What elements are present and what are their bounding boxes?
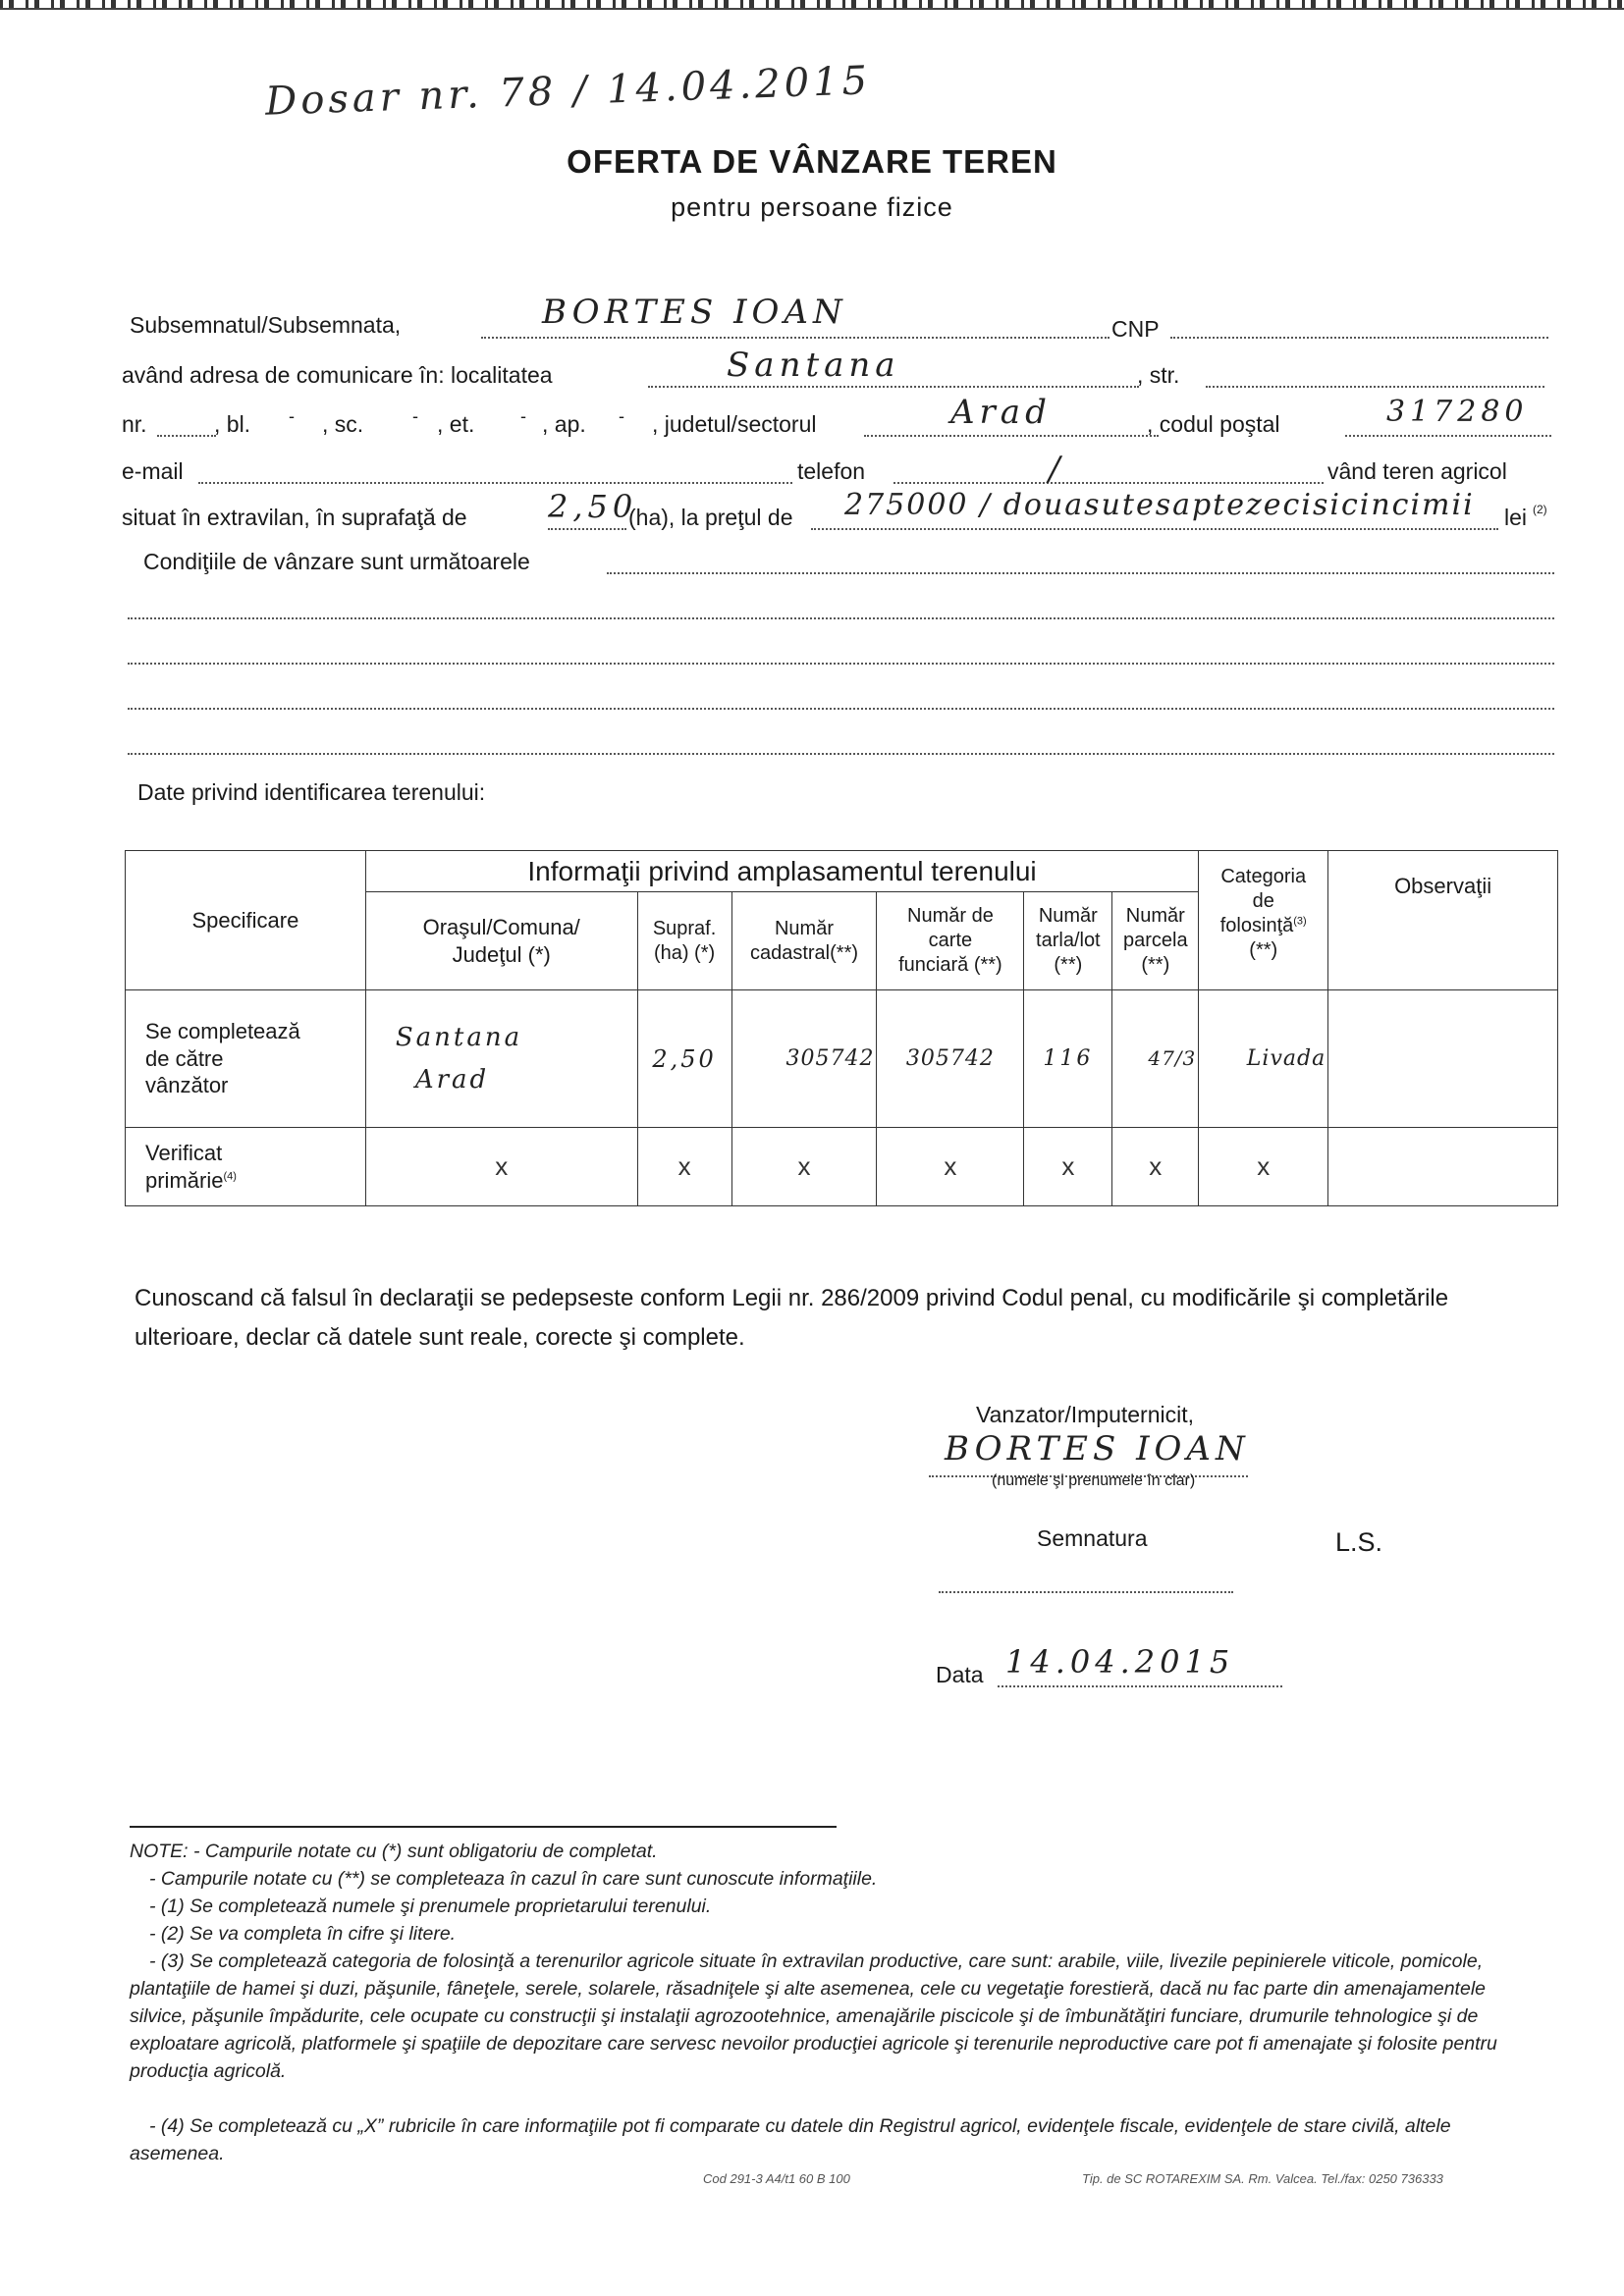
- note-line: - (3) Se completează categoria de folosinţă a terenurilor agricole situate în extravilan productive, care sunt: arabile, viile, livezile pepinierele viticole, pomicole, plantaţiile de hamei şi duzi, păşunile, fâneţele, serele, solarele, răsadniţele şi alte asemenea, cele cu vegetaţie forestieră, dacă nu fac parte din amenajamentele silvice, păşunile împădurite, cele ocupate cu construcţii şi instalaţii agrozootehnice, amenajările piscicole şi de îmbunătăţiri funciare, drumurile tehnologice şi de exploatare agricolă, platformele şi spaţiile de depozitare care servesc nevoilor producţiei agricole şi terenurile neproductive care pot fi amenajate şi folosite pentru producţia agricolă.: [130, 1950, 1497, 2082]
- document-title: OFERTA DE VÂNZARE TEREN: [567, 143, 1057, 180]
- label-ha: (ha), la preţul de: [628, 505, 793, 530]
- cell-tarla[interactable]: 116: [1024, 990, 1112, 1128]
- label-et: , et.: [437, 411, 475, 437]
- dots-signature[interactable]: [939, 1590, 1233, 1593]
- label-postal: , codul poştal: [1147, 411, 1280, 437]
- verified-mark-parcel[interactable]: x: [1112, 1128, 1199, 1206]
- value-et[interactable]: -: [520, 406, 526, 426]
- date-label: Data: [936, 1662, 984, 1687]
- value-ap[interactable]: -: [619, 406, 624, 426]
- col-cadastral: Număr cadastral(**): [731, 892, 877, 990]
- col-area: Supraf. (ha) (*): [637, 892, 731, 990]
- value-locality[interactable]: Santana: [727, 346, 900, 385]
- cell-parcel[interactable]: 47/3: [1112, 990, 1199, 1128]
- row-seller-label: Se completează de către vânzător: [126, 990, 366, 1128]
- label-lei: lei: [1504, 505, 1528, 530]
- label-email: e-mail: [122, 458, 184, 484]
- verified-mark-town[interactable]: x: [365, 1128, 637, 1206]
- dots-area: [548, 527, 626, 530]
- dots-price: [811, 527, 1498, 530]
- land-table: [125, 850, 1558, 1206]
- dots-conditions-1: [607, 571, 1554, 574]
- dots-conditions-4: [128, 707, 1554, 710]
- value-sc[interactable]: -: [412, 406, 418, 426]
- cell-cadastral[interactable]: 305742: [731, 990, 877, 1128]
- dots-county: [864, 434, 1159, 437]
- printer-info: Tip. de SC ROTAREXIM SA. Rm. Valcea. Tel./fax: 0250 736333: [1082, 2171, 1443, 2186]
- dots-phone: [893, 481, 1324, 484]
- dots-email: [198, 481, 792, 484]
- dots-cnp: [1170, 336, 1548, 339]
- note-line: - Campurile notate cu (**) se completeaza în cazul în care sunt cunoscute informaţiile.: [149, 1868, 878, 1890]
- value-postal[interactable]: 317280: [1386, 395, 1529, 429]
- label-lei-sup: (2): [1533, 503, 1547, 516]
- label-name: Subsemnatul/Subsemnata,: [130, 312, 402, 338]
- header-spec: Specificare: [126, 851, 366, 990]
- value-bl[interactable]: -: [289, 406, 295, 426]
- note-line: - (2) Se va completa în cifre şi litere.: [149, 1923, 457, 1945]
- note-line: - (1) Se completează numele şi prenumele proprietarului terenului.: [149, 1896, 712, 1917]
- col-tarla: Număr tarla/lot (**): [1024, 892, 1112, 990]
- label-selling: vând teren agricol: [1327, 458, 1507, 484]
- seller-name[interactable]: BORTES IOAN: [945, 1429, 1250, 1468]
- label-phone: telefon: [797, 458, 866, 484]
- header-location: Informaţii privind amplasamentul terenului: [365, 851, 1198, 892]
- notes-divider: [130, 1826, 837, 1828]
- label-cnp: CNP: [1111, 316, 1160, 342]
- label-nr: nr.: [122, 411, 147, 437]
- label-bl: , bl.: [214, 411, 251, 437]
- dots-postal: [1345, 434, 1551, 437]
- cell-category[interactable]: Livada: [1199, 990, 1328, 1128]
- label-conditions: Condiţiile de vânzare sunt următoarele: [143, 549, 530, 574]
- value-phone[interactable]: /: [1049, 450, 1065, 489]
- seller-label: Vanzator/Imputernicit,: [976, 1402, 1195, 1427]
- value-area[interactable]: 2,50: [548, 488, 638, 525]
- label-situated: situat în extravilan, în suprafaţă de: [122, 505, 467, 530]
- form-code: Cod 291-3 A4/t1 60 B 100: [703, 2171, 850, 2186]
- dots-street: [1206, 385, 1544, 388]
- note-line: NOTE: - Campurile notate cu (*) sunt obligatoriu de completat.: [130, 1841, 658, 1862]
- date-value[interactable]: 14.04.2015: [1005, 1643, 1235, 1681]
- verified-mark-area[interactable]: x: [637, 1128, 731, 1206]
- dots-locality: [648, 385, 1139, 388]
- dots-nr: [157, 434, 216, 437]
- cell-landbook[interactable]: 305742: [877, 990, 1024, 1128]
- table-row-seller: [126, 990, 1558, 1128]
- header-category: Categoria de folosinţă$^{(3)}$ (**): [1199, 851, 1328, 990]
- dots-name: [481, 336, 1110, 339]
- row-verified-label: Verificat primărie$^{(4)}$: [126, 1128, 366, 1206]
- verified-observations[interactable]: [1328, 1128, 1558, 1206]
- registration-note: Dosar nr. 78 / 14.04.2015: [264, 58, 872, 125]
- ls-mark: L.S.: [1335, 1527, 1383, 1557]
- col-parcel: Număr parcela (**): [1112, 892, 1199, 990]
- dots-conditions-3: [128, 662, 1554, 665]
- cell-observations[interactable]: [1328, 990, 1558, 1128]
- label-identification: Date privind identificarea terenului:: [137, 779, 486, 805]
- value-county[interactable]: Arad: [950, 393, 1052, 432]
- col-town: Oraşul/Comuna/ Judeţul (*): [365, 892, 637, 990]
- label-sc: , sc.: [322, 411, 364, 437]
- cell-area[interactable]: 2,50: [637, 990, 731, 1128]
- cell-town[interactable]: Santana Arad: [365, 990, 637, 1128]
- dots-conditions-2: [128, 616, 1554, 619]
- dots-conditions-5: [128, 752, 1554, 755]
- value-name[interactable]: BORTES IOAN: [542, 293, 847, 332]
- scan-top-line: [0, 8, 1624, 10]
- document-subtitle: pentru persoane fizice: [671, 192, 953, 222]
- seller-hint: (numele şi prenumele în clar): [992, 1472, 1196, 1489]
- verified-mark-cadastral[interactable]: x: [731, 1128, 877, 1206]
- label-street: , str.: [1137, 362, 1180, 388]
- scan-top-edge: [0, 0, 1624, 8]
- label-address: având adresa de comunicare în: localitatea: [122, 362, 553, 388]
- declaration-text: Cunoscand că falsul în declaraţii se pedepseste conform Legii nr. 286/2009 privind Codul penal, cu modificările şi completările ulterioare, declar că datele sunt reale, corecte şi complete.: [135, 1285, 1449, 1351]
- table-row-verified: [126, 1128, 1558, 1206]
- col-landbook: Număr de carte funciară (**): [877, 892, 1024, 990]
- label-ap: , ap.: [542, 411, 586, 437]
- header-observations: Observaţii: [1328, 851, 1558, 990]
- verified-mark-category[interactable]: x: [1199, 1128, 1328, 1206]
- verified-mark-tarla[interactable]: x: [1024, 1128, 1112, 1206]
- verified-mark-landbook[interactable]: x: [877, 1128, 1024, 1206]
- signature-label: Semnatura: [1037, 1525, 1148, 1551]
- value-price[interactable]: 275000 / douasutesaptezecisicincimii: [844, 488, 1475, 522]
- label-county: , judetul/sectorul: [652, 411, 817, 437]
- note-line: - (4) Se completează cu „X” rubricile în care informaţiile pot fi comparate cu datele din Registrul agricol, evidenţele fiscale, evidenţele de stare civilă, altele asemenea.: [130, 2115, 1451, 2164]
- dots-date: [998, 1684, 1282, 1687]
